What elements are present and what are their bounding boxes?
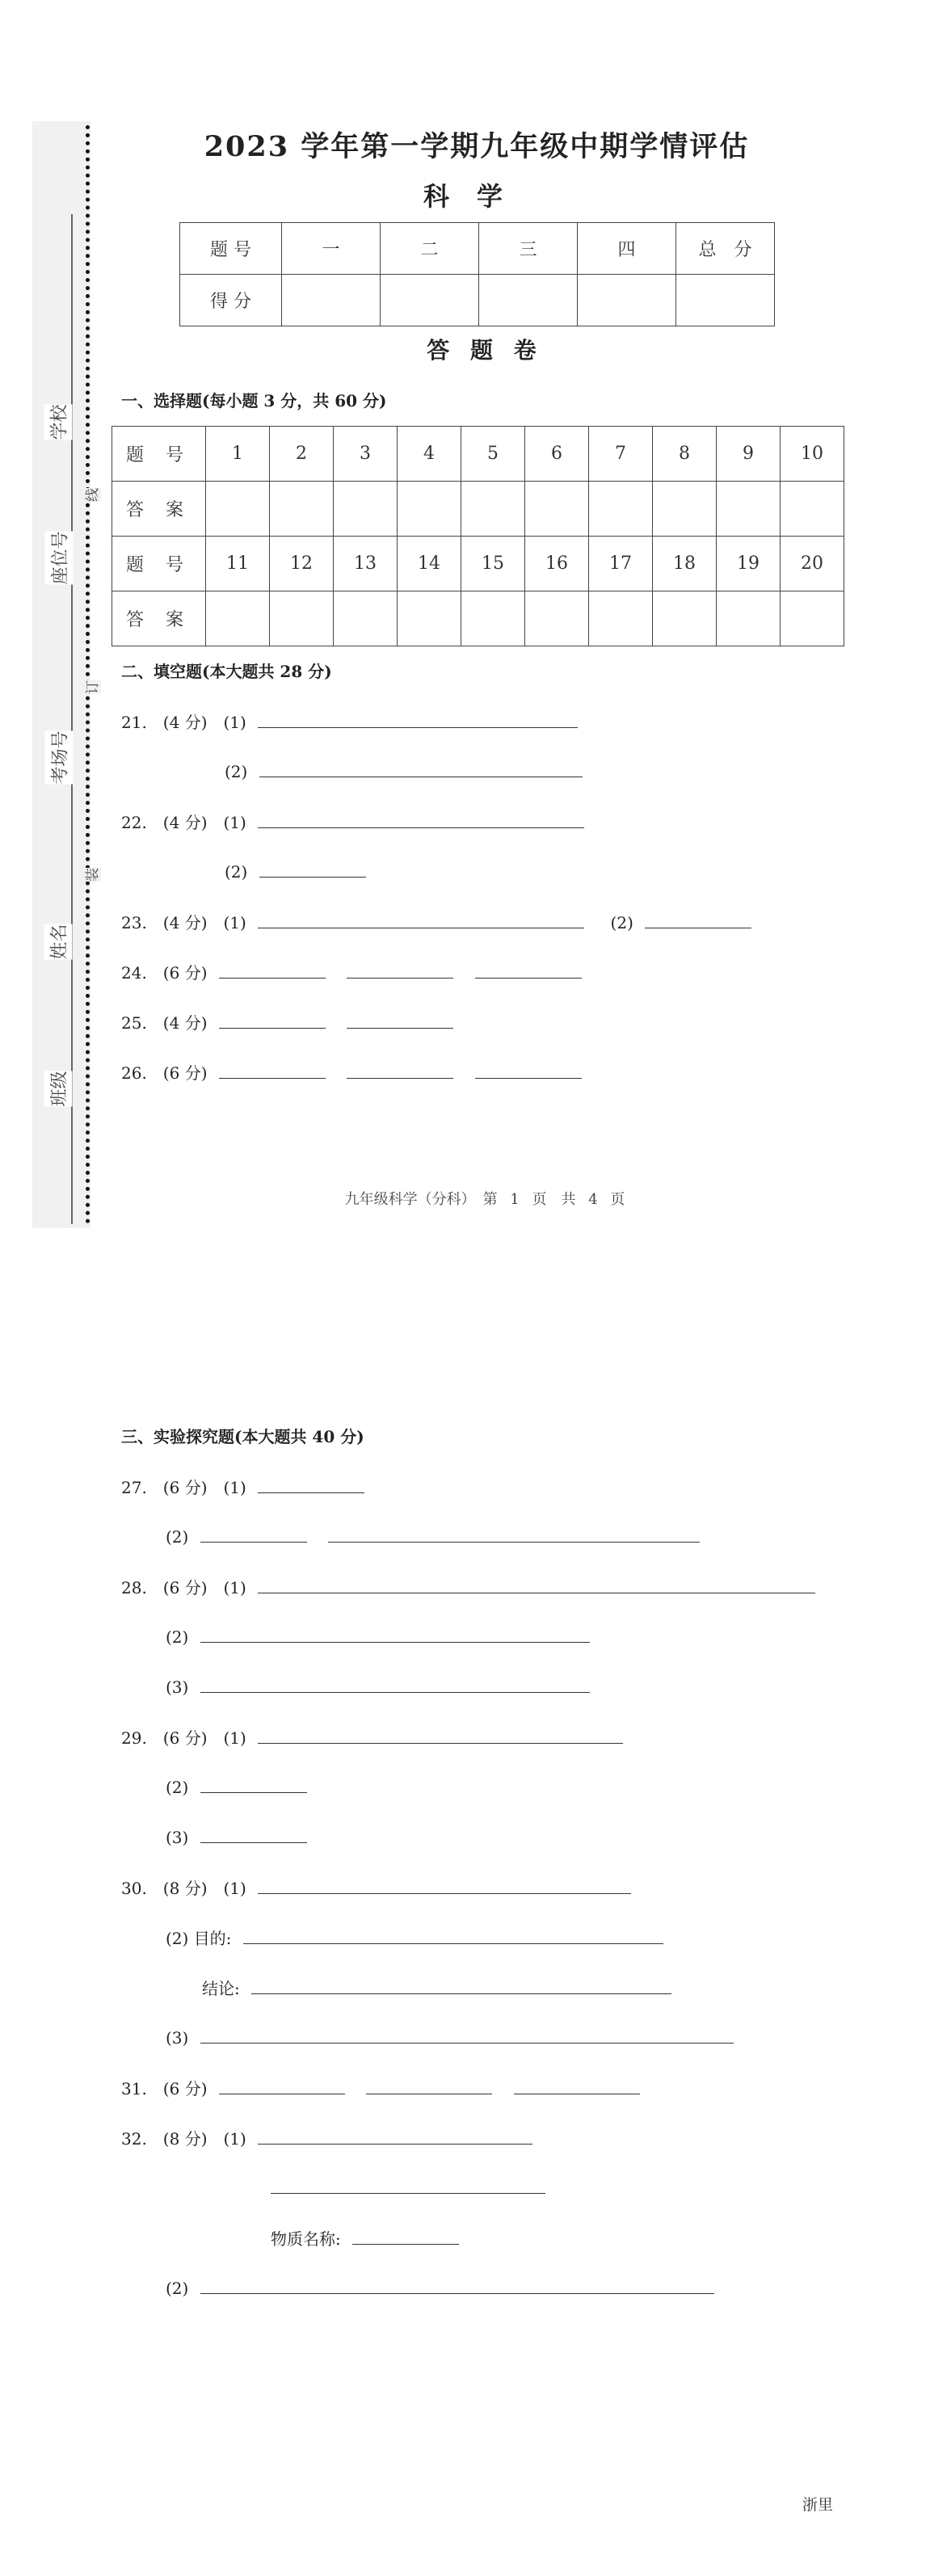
question-30-conclusion <box>202 1976 671 1999</box>
answer-blank[interactable] <box>200 1825 307 1843</box>
question-30-2 <box>166 1926 663 1949</box>
score-cell: 总 分 <box>676 223 775 275</box>
question-25 <box>121 1010 453 1033</box>
label-room: 考场号 <box>45 730 74 784</box>
question-32 <box>121 2126 532 2149</box>
score-table <box>179 222 775 326</box>
answer-cell[interactable] <box>589 482 653 537</box>
question-label: (2) <box>166 2279 189 2298</box>
score-cell: 得 分 <box>180 275 282 326</box>
question-number: 7 <box>589 427 653 482</box>
answer-blank[interactable] <box>200 1525 307 1543</box>
question-number: 13 <box>334 537 398 591</box>
question-number: 14 <box>398 537 461 591</box>
question-label: 物质名称: <box>271 2229 341 2249</box>
answer-row <box>112 482 844 537</box>
label-name: 姓名 <box>44 924 73 959</box>
question-32-line2 <box>271 2176 545 2198</box>
question-number: 1 <box>206 427 270 482</box>
answer-blank[interactable] <box>200 2026 734 2044</box>
score-cell: 题 号 <box>180 223 282 275</box>
question-32-2 <box>166 2276 714 2298</box>
question-28 <box>121 1575 815 1598</box>
score-input-cell[interactable] <box>578 275 676 326</box>
question-label: (2) <box>225 862 248 882</box>
question-label: (2) <box>610 913 633 932</box>
section-2-title: 二、填空题(本大题共 28 分) <box>121 662 332 681</box>
score-input-cell[interactable] <box>381 275 479 326</box>
page-footer: 九年级科学（分科） 第 1 页 共 4 页 <box>344 1191 625 1208</box>
answer-blank[interactable] <box>259 860 366 878</box>
section-1-title: 一、选择题(每小题 3 分，共 60 分) <box>121 391 387 410</box>
question-label: (3) <box>166 1828 189 1847</box>
score-cell: 二 <box>381 223 479 275</box>
question-label: 25. (4 分) <box>121 1013 208 1033</box>
score-input-cell[interactable] <box>479 275 578 326</box>
question-number: 12 <box>270 537 334 591</box>
question-number: 16 <box>525 537 589 591</box>
binding-strip <box>32 121 90 1228</box>
cut-label-staple: 装 <box>81 868 101 882</box>
answer-blank[interactable] <box>258 710 578 728</box>
question-number-row <box>112 537 844 591</box>
answer-blank[interactable] <box>328 1525 700 1543</box>
question-32-substance <box>271 2226 459 2250</box>
choice-answer-table <box>112 426 844 646</box>
question-label: (3) <box>166 1677 189 1697</box>
question-27-2 <box>166 1525 700 1547</box>
dotted-cut-line <box>86 125 90 1224</box>
score-cell: 一 <box>282 223 381 275</box>
answer-blank[interactable] <box>352 2227 459 2245</box>
answer-blank[interactable] <box>219 2077 345 2094</box>
question-27 <box>121 1475 364 1498</box>
answer-blank[interactable] <box>243 1926 663 1944</box>
answer-blank[interactable] <box>200 1775 307 1793</box>
answer-blank[interactable] <box>475 961 582 979</box>
label-school: 学校 <box>44 404 73 440</box>
question-number-row <box>112 427 844 482</box>
answer-cell[interactable] <box>398 482 461 537</box>
question-26 <box>121 1060 582 1084</box>
answer-cell[interactable] <box>206 591 270 646</box>
row-label: 题 号 <box>112 537 206 591</box>
question-label: 32. (8 分) (1) <box>121 2129 246 2149</box>
answer-blank[interactable] <box>645 911 751 928</box>
answer-blank[interactable] <box>258 2127 532 2145</box>
answer-blank[interactable] <box>259 760 583 777</box>
question-label: (2) <box>166 1627 189 1647</box>
answer-cell[interactable] <box>589 591 653 646</box>
question-number: 4 <box>398 427 461 482</box>
answer-blank[interactable] <box>347 1061 453 1079</box>
question-label: 结论: <box>202 1979 240 1998</box>
score-cell: 四 <box>578 223 676 275</box>
question-31 <box>121 2076 640 2099</box>
question-28-3 <box>166 1675 590 1697</box>
cut-label-line: 线 <box>81 488 101 502</box>
question-number: 18 <box>653 537 717 591</box>
row-label: 答 案 <box>112 591 206 646</box>
answer-blank[interactable] <box>347 1011 453 1029</box>
answer-sheet-title: 答 题 卷 <box>427 337 543 364</box>
answer-blank[interactable] <box>258 1726 623 1744</box>
answer-blank[interactable] <box>258 1475 364 1493</box>
question-label: 29. (6 分) (1) <box>121 1728 246 1748</box>
answer-cell[interactable] <box>461 591 525 646</box>
score-cell: 三 <box>479 223 578 275</box>
question-label: 21. (4 分) (1) <box>121 713 246 732</box>
answer-blank[interactable] <box>219 961 326 979</box>
answer-blank[interactable] <box>219 1061 326 1079</box>
question-label: 23. (4 分) (1) <box>121 913 246 932</box>
answer-row <box>112 591 844 646</box>
question-label: (2) <box>166 1778 189 1797</box>
answer-blank[interactable] <box>258 911 584 928</box>
question-label: (2) 目的: <box>166 1929 232 1948</box>
answer-blank[interactable] <box>366 2077 492 2094</box>
question-29 <box>121 1725 623 1749</box>
answer-cell[interactable] <box>781 591 844 646</box>
question-label: 24. (6 分) <box>121 963 208 983</box>
answer-blank[interactable] <box>251 1976 671 1994</box>
question-number: 6 <box>525 427 589 482</box>
answer-blank[interactable] <box>258 1876 631 1894</box>
answer-blank[interactable] <box>200 1675 590 1693</box>
question-number: 9 <box>717 427 781 482</box>
question-label: 22. (4 分) (1) <box>121 813 246 832</box>
answer-cell[interactable] <box>270 591 334 646</box>
answer-cell[interactable] <box>781 482 844 537</box>
question-number: 15 <box>461 537 525 591</box>
question-21 <box>121 709 578 733</box>
answer-blank[interactable] <box>200 2276 714 2294</box>
question-30-3 <box>166 2026 734 2048</box>
question-29-3 <box>166 1825 307 1847</box>
question-29-2 <box>166 1775 307 1797</box>
answer-blank[interactable] <box>258 810 584 828</box>
answer-cell[interactable] <box>717 591 781 646</box>
answer-blank[interactable] <box>200 1625 590 1643</box>
answer-blank[interactable] <box>271 2176 545 2194</box>
answer-cell[interactable] <box>270 482 334 537</box>
answer-blank[interactable] <box>475 1061 582 1079</box>
question-number: 8 <box>653 427 717 482</box>
question-number: 19 <box>717 537 781 591</box>
question-30 <box>121 1875 631 1899</box>
answer-cell[interactable] <box>525 591 589 646</box>
answer-cell[interactable] <box>717 482 781 537</box>
answer-cell[interactable] <box>398 591 461 646</box>
answer-blank[interactable] <box>347 961 453 979</box>
cut-label-bind: 订 <box>81 680 101 694</box>
question-number: 11 <box>206 537 270 591</box>
exam-title: 2023 学年第一学期九年级中期学情评估 <box>204 130 750 163</box>
question-number: 2 <box>270 427 334 482</box>
section-3-title: 三、实验探究题(本大题共 40 分) <box>121 1427 364 1446</box>
question-number: 20 <box>781 537 844 591</box>
question-label: (2) <box>166 1527 189 1547</box>
subject-title: 科学 <box>423 181 530 212</box>
answer-cell[interactable] <box>525 482 589 537</box>
answer-cell[interactable] <box>206 482 270 537</box>
answer-blank[interactable] <box>219 1011 326 1029</box>
question-label: 30. (8 分) (1) <box>121 1879 246 1898</box>
answer-cell[interactable] <box>334 591 398 646</box>
question-number: 5 <box>461 427 525 482</box>
label-seat: 座位号 <box>45 531 74 584</box>
score-input-cell[interactable] <box>676 275 775 326</box>
question-label: (3) <box>166 2028 189 2048</box>
question-28-2 <box>166 1625 590 1647</box>
question-21-2 <box>225 760 583 781</box>
question-label: 31. (6 分) <box>121 2079 208 2098</box>
question-label: 28. (6 分) (1) <box>121 1578 246 1597</box>
question-number: 10 <box>781 427 844 482</box>
question-label: (2) <box>225 762 248 781</box>
question-24 <box>121 960 582 983</box>
row-label: 题 号 <box>112 427 206 482</box>
question-label: 26. (6 分) <box>121 1063 208 1083</box>
question-22-2 <box>225 860 366 882</box>
answer-cell[interactable] <box>653 482 717 537</box>
answer-blank[interactable] <box>514 2077 640 2094</box>
score-input-cell[interactable] <box>282 275 381 326</box>
answer-cell[interactable] <box>653 591 717 646</box>
answer-blank[interactable] <box>258 1576 815 1593</box>
question-number: 17 <box>589 537 653 591</box>
question-22 <box>121 810 584 833</box>
row-label: 答 案 <box>112 482 206 537</box>
score-table-score-row <box>180 275 775 326</box>
question-number: 3 <box>334 427 398 482</box>
score-table-header-row <box>180 223 775 275</box>
answer-cell[interactable] <box>334 482 398 537</box>
question-label: 27. (6 分) (1) <box>121 1478 246 1497</box>
question-23 <box>121 910 751 933</box>
label-class: 班级 <box>44 1071 73 1106</box>
answer-cell[interactable] <box>461 482 525 537</box>
corner-mark: 浙里 <box>802 2496 833 2514</box>
